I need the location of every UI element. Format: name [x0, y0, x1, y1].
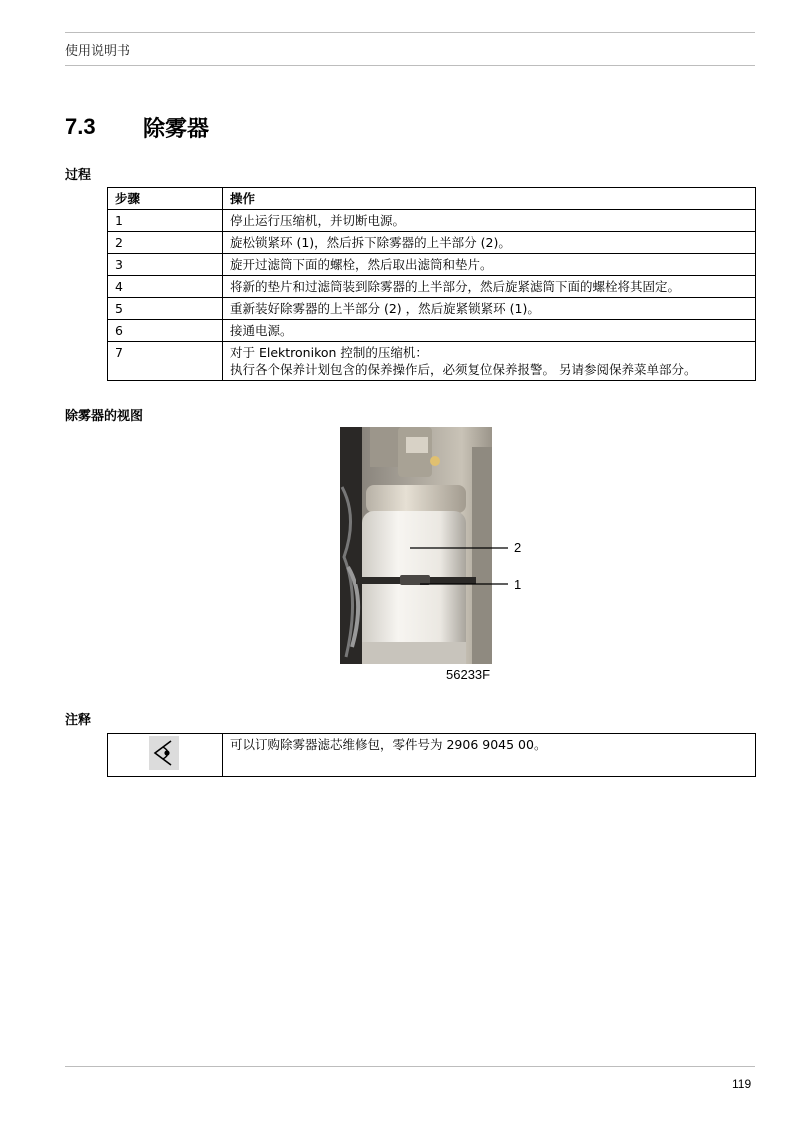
figure-caption: 56233F — [446, 667, 491, 682]
page-number: 119 — [732, 1077, 752, 1091]
header-rule-top — [65, 32, 755, 33]
action-line: 对于 Elektronikon 控制的压缩机： — [230, 345, 428, 360]
action-cell: 旋松锁紧环 (1)，然后拆下除雾器的上半部分 (2)。 — [223, 232, 756, 254]
action-cell: 将新的垫片和过滤筒装到除雾器的上半部分，然后旋紧滤筒下面的螺栓将其固定。 — [223, 276, 756, 298]
procedure-table — [107, 187, 756, 381]
callout-label-1: 1 — [514, 577, 522, 592]
action-cell: 接通电源。 — [223, 320, 756, 342]
notes-table — [107, 733, 756, 777]
step-cell: 3 — [108, 254, 223, 276]
table-row — [108, 320, 756, 342]
table-row — [108, 254, 756, 276]
column-header-step: 步骤 — [108, 188, 223, 210]
table-row — [108, 276, 756, 298]
table-row — [108, 210, 756, 232]
table-row — [108, 734, 756, 777]
callout-label-2: 2 — [514, 540, 522, 555]
action-cell — [223, 342, 756, 381]
note-icon-cell — [108, 734, 223, 777]
header-rule-bottom — [65, 65, 755, 66]
column-header-action: 操作 — [223, 188, 756, 210]
action-line: 执行各个保养计划包含的保养操作后，必须复位保养报警。 另请参阅保养菜单部分。 — [230, 362, 697, 377]
section-number: 7.3 — [65, 114, 96, 139]
action-cell: 旋开过滤筒下面的螺栓，然后取出滤筒和垫片。 — [223, 254, 756, 276]
step-cell: 2 — [108, 232, 223, 254]
notes-heading: 注释 — [65, 713, 92, 728]
figure-heading: 除雾器的视图 — [65, 409, 144, 424]
table-row — [108, 298, 756, 320]
footer-rule — [65, 1066, 755, 1067]
eye-icon — [149, 736, 179, 770]
step-cell: 4 — [108, 276, 223, 298]
section-title: 除雾器 — [143, 117, 210, 142]
note-text: 可以订购除雾器滤芯维修包，零件号为 2906 9045 00。 — [223, 734, 756, 777]
table-header-row — [108, 188, 756, 210]
callout-lines — [400, 540, 510, 590]
action-cell: 停止运行压缩机，并切断电源。 — [223, 210, 756, 232]
table-row — [108, 232, 756, 254]
procedure-heading: 过程 — [65, 168, 92, 183]
step-cell: 6 — [108, 320, 223, 342]
step-cell: 7 — [108, 342, 223, 381]
step-cell: 5 — [108, 298, 223, 320]
table-row — [108, 342, 756, 381]
action-cell: 重新装好除雾器的上半部分 (2) ，然后旋紧锁紧环 (1)。 — [223, 298, 756, 320]
step-cell: 1 — [108, 210, 223, 232]
header-title: 使用说明书 — [65, 44, 131, 59]
